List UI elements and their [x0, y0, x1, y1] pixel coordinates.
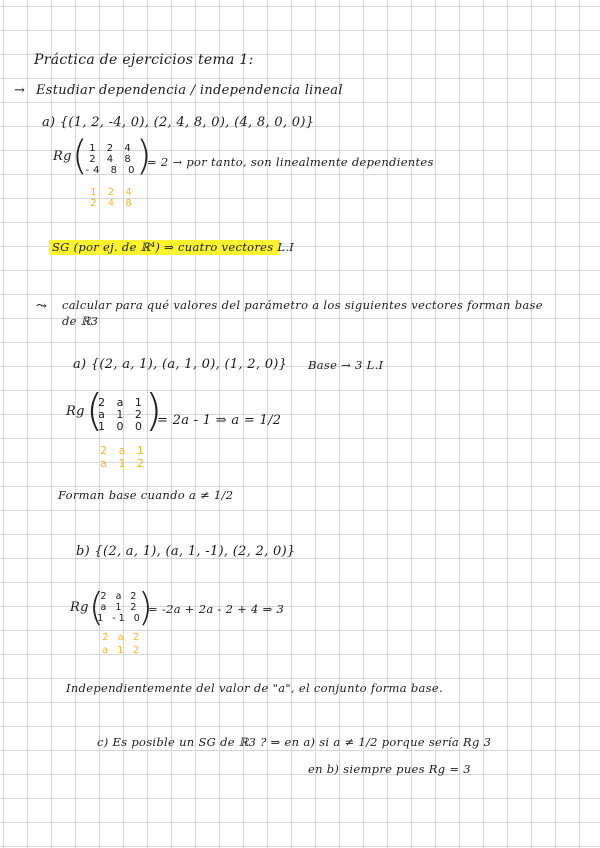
s2a-matrix-row: a 1 2	[98, 408, 146, 421]
s2a-yellow-row: a 1 2	[100, 457, 148, 470]
s2b-conclusion: Independientemente del valor de "a", el conjunto forma base.	[66, 681, 443, 695]
s2a-right-paren: )	[145, 385, 163, 436]
s2b-rank-label: Rg	[70, 600, 89, 615]
s2a-matrix-row: 1 0 0	[98, 420, 146, 433]
s1-yellow-row: 1 2 4	[90, 187, 136, 198]
section2-heading-line1: calcular para qué valores del parámetro a los siguientes vectores forman base	[62, 298, 543, 312]
s1-matrix	[84, 143, 140, 176]
s2b-vector-set: b) {(2, a, 1), (a, 1, -1), (2, 2, 0)}	[76, 544, 296, 559]
s1-yellow-rows	[86, 187, 140, 209]
s2c-question-line1: c) Es posible un SG de ℝ3 ? ⇒ en a) si a ≠ 1/2 porque sería Rg 3	[97, 735, 492, 749]
s2a-left-paren: (	[86, 385, 104, 436]
page-title: Práctica de ejercicios tema 1:	[34, 52, 254, 68]
s2a-yellow-row: 2 a 1	[100, 444, 148, 457]
s2b-yellow-rows	[102, 631, 142, 657]
s2a-conclusion: Forman base cuando a ≠ 1/2	[58, 488, 234, 502]
s1-right-paren: )	[136, 133, 152, 179]
s1-vector-set: a) {(1, 2, -4, 0), (2, 4, 8, 0), (4, 8, 0, 0)}	[42, 115, 315, 130]
section2-arrow-icon: ⤳	[36, 299, 48, 314]
s2b-matrix-row: 1 -1 0	[97, 613, 143, 624]
s2b-rank-result: = -2a + 2a - 2 + 4 ⇒ 3	[148, 602, 285, 616]
s1-highlighted-note: SG (por ej. de ℝ⁴) ⇒ cuatro vectores L.I	[52, 240, 295, 254]
s2b-left-paren: (	[89, 585, 104, 629]
s2a-rank-result: = 2a - 1 ⇒ a = 1/2	[157, 413, 282, 428]
s2b-matrix-row: a 1 2	[100, 602, 140, 613]
s1-rank-result: = 2 → por tanto, son linealmente dependientes	[147, 155, 434, 169]
s2b-matrix-row: 2 a 2	[100, 591, 140, 602]
section1-arrow-icon: →	[14, 83, 26, 98]
s2c-question-line2: en b) siempre pues Rg = 3	[308, 762, 471, 776]
s1-yellow-row: 2 4 8	[90, 198, 136, 209]
section2-heading-line2: de ℝ3	[62, 314, 99, 328]
s2b-yellow-row: 2 a 2	[102, 632, 143, 643]
s2b-matrix	[97, 591, 143, 624]
s1-matrix-row: -4 8 0	[85, 165, 139, 176]
s2b-right-paren: )	[138, 585, 153, 629]
s1-matrix-row: 1 2 4	[89, 143, 135, 154]
s2b-yellow-row: a 1 2	[102, 645, 143, 656]
s1-rank-label: Rg	[53, 149, 72, 164]
s2a-yellow-rows	[100, 444, 148, 470]
s1-left-paren: (	[72, 133, 88, 179]
s2a-rank-label: Rg	[66, 404, 85, 419]
s1-matrix-row: 2 4 8	[89, 154, 135, 165]
section1-heading: Estudiar dependencia / independencia lineal	[36, 83, 343, 98]
s2a-matrix-row: 2 a 1	[98, 396, 146, 409]
s2a-matrix	[96, 397, 148, 433]
s2a-base-note: Base → 3 L.I	[308, 358, 384, 372]
s2a-vector-set: a) {(2, a, 1), (a, 1, 0), (1, 2, 0)}	[73, 357, 288, 372]
